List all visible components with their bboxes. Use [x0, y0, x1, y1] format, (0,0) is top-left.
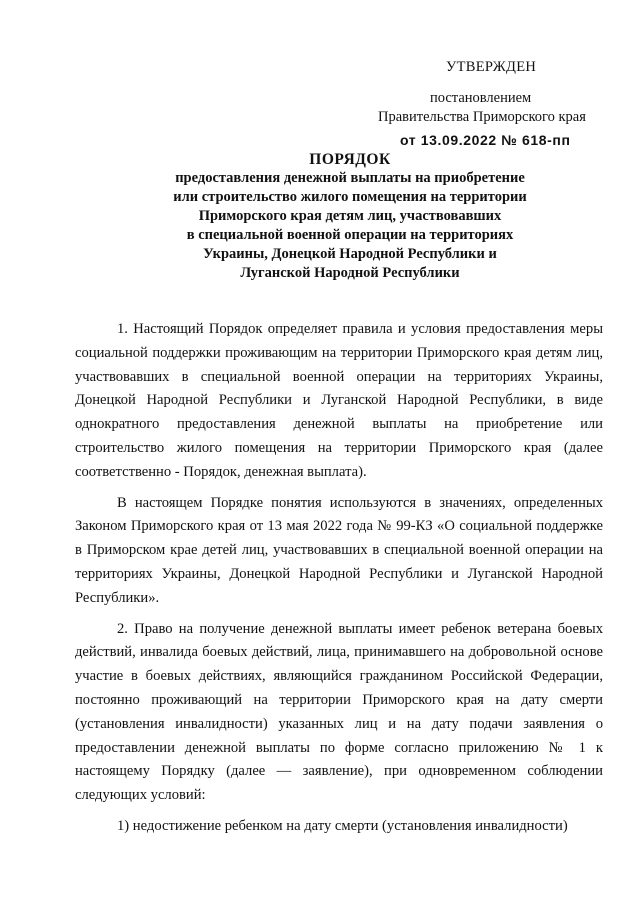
title-line: предоставления денежной выплаты на приобретение: [175, 170, 525, 186]
approval-by-line: постановлением: [430, 90, 532, 106]
title-line: или строительство жилого помещения на территории: [173, 189, 527, 205]
paragraph: 2. Право на получение денежной выплаты имеет ребенок ветерана боевых действий, инвалида боевых действий, лица, принимавшего на добровольной основе участие в боевых действиях, являющийся гражданином Российской Федерации, постоянно проживающий на территории Приморского края на дату смерти (установления инвалидности) указанных лиц и на дату подачи заявления о предоставлении денежной выплаты по форме согласно приложению № 1 к настоящему Порядку (далее — заявление), при одновременном соблюдении следующих условий:: [75, 620, 603, 804]
document-body: [75, 318, 603, 846]
paragraph: В настоящем Порядке понятия используются в значениях, определенных Законом Приморского края от 13 мая 2022 года № 99-КЗ «О социальной поддержке в Приморском крае детей лиц, участвовавших в специальной военной операции на территориях Украины, Донецкой Народной Республики и Луганской Народной Республики».: [75, 494, 603, 606]
approval-government-line: Правительства Приморского края: [378, 109, 586, 125]
approval-stamp: УТВЕРЖДЕН: [446, 59, 537, 75]
title-heading: ПОРЯДОК: [309, 151, 391, 168]
document-title: [80, 150, 620, 283]
title-line: Приморского края детям лиц, участвовавших: [198, 208, 502, 224]
title-line: в специальной военной операции на территориях: [186, 227, 514, 243]
approval-block: [378, 58, 608, 150]
paragraph: 1) недостижение ребенком на дату смерти (установления инвалидности): [117, 817, 568, 834]
title-line: Украины, Донецкой Народной Республики и: [203, 246, 497, 262]
title-line: Луганской Народной Республики: [240, 265, 460, 281]
approval-number-line: от 13.09.2022 № 618-пп: [400, 132, 571, 148]
paragraph: 1. Настоящий Порядок определяет правила и условия предоставления меры социальной поддержки проживающим на территории Приморского края детям лиц, участвовавших в специальной военной операции на территориях Украины, Донецкой Народной Республики и Луганской Народной Республики, в виде однократного предоставления денежной выплаты на приобретение или строительство жилого помещения на территории Приморского края (далее соответственно - Порядок, денежная выплата).: [75, 321, 603, 480]
